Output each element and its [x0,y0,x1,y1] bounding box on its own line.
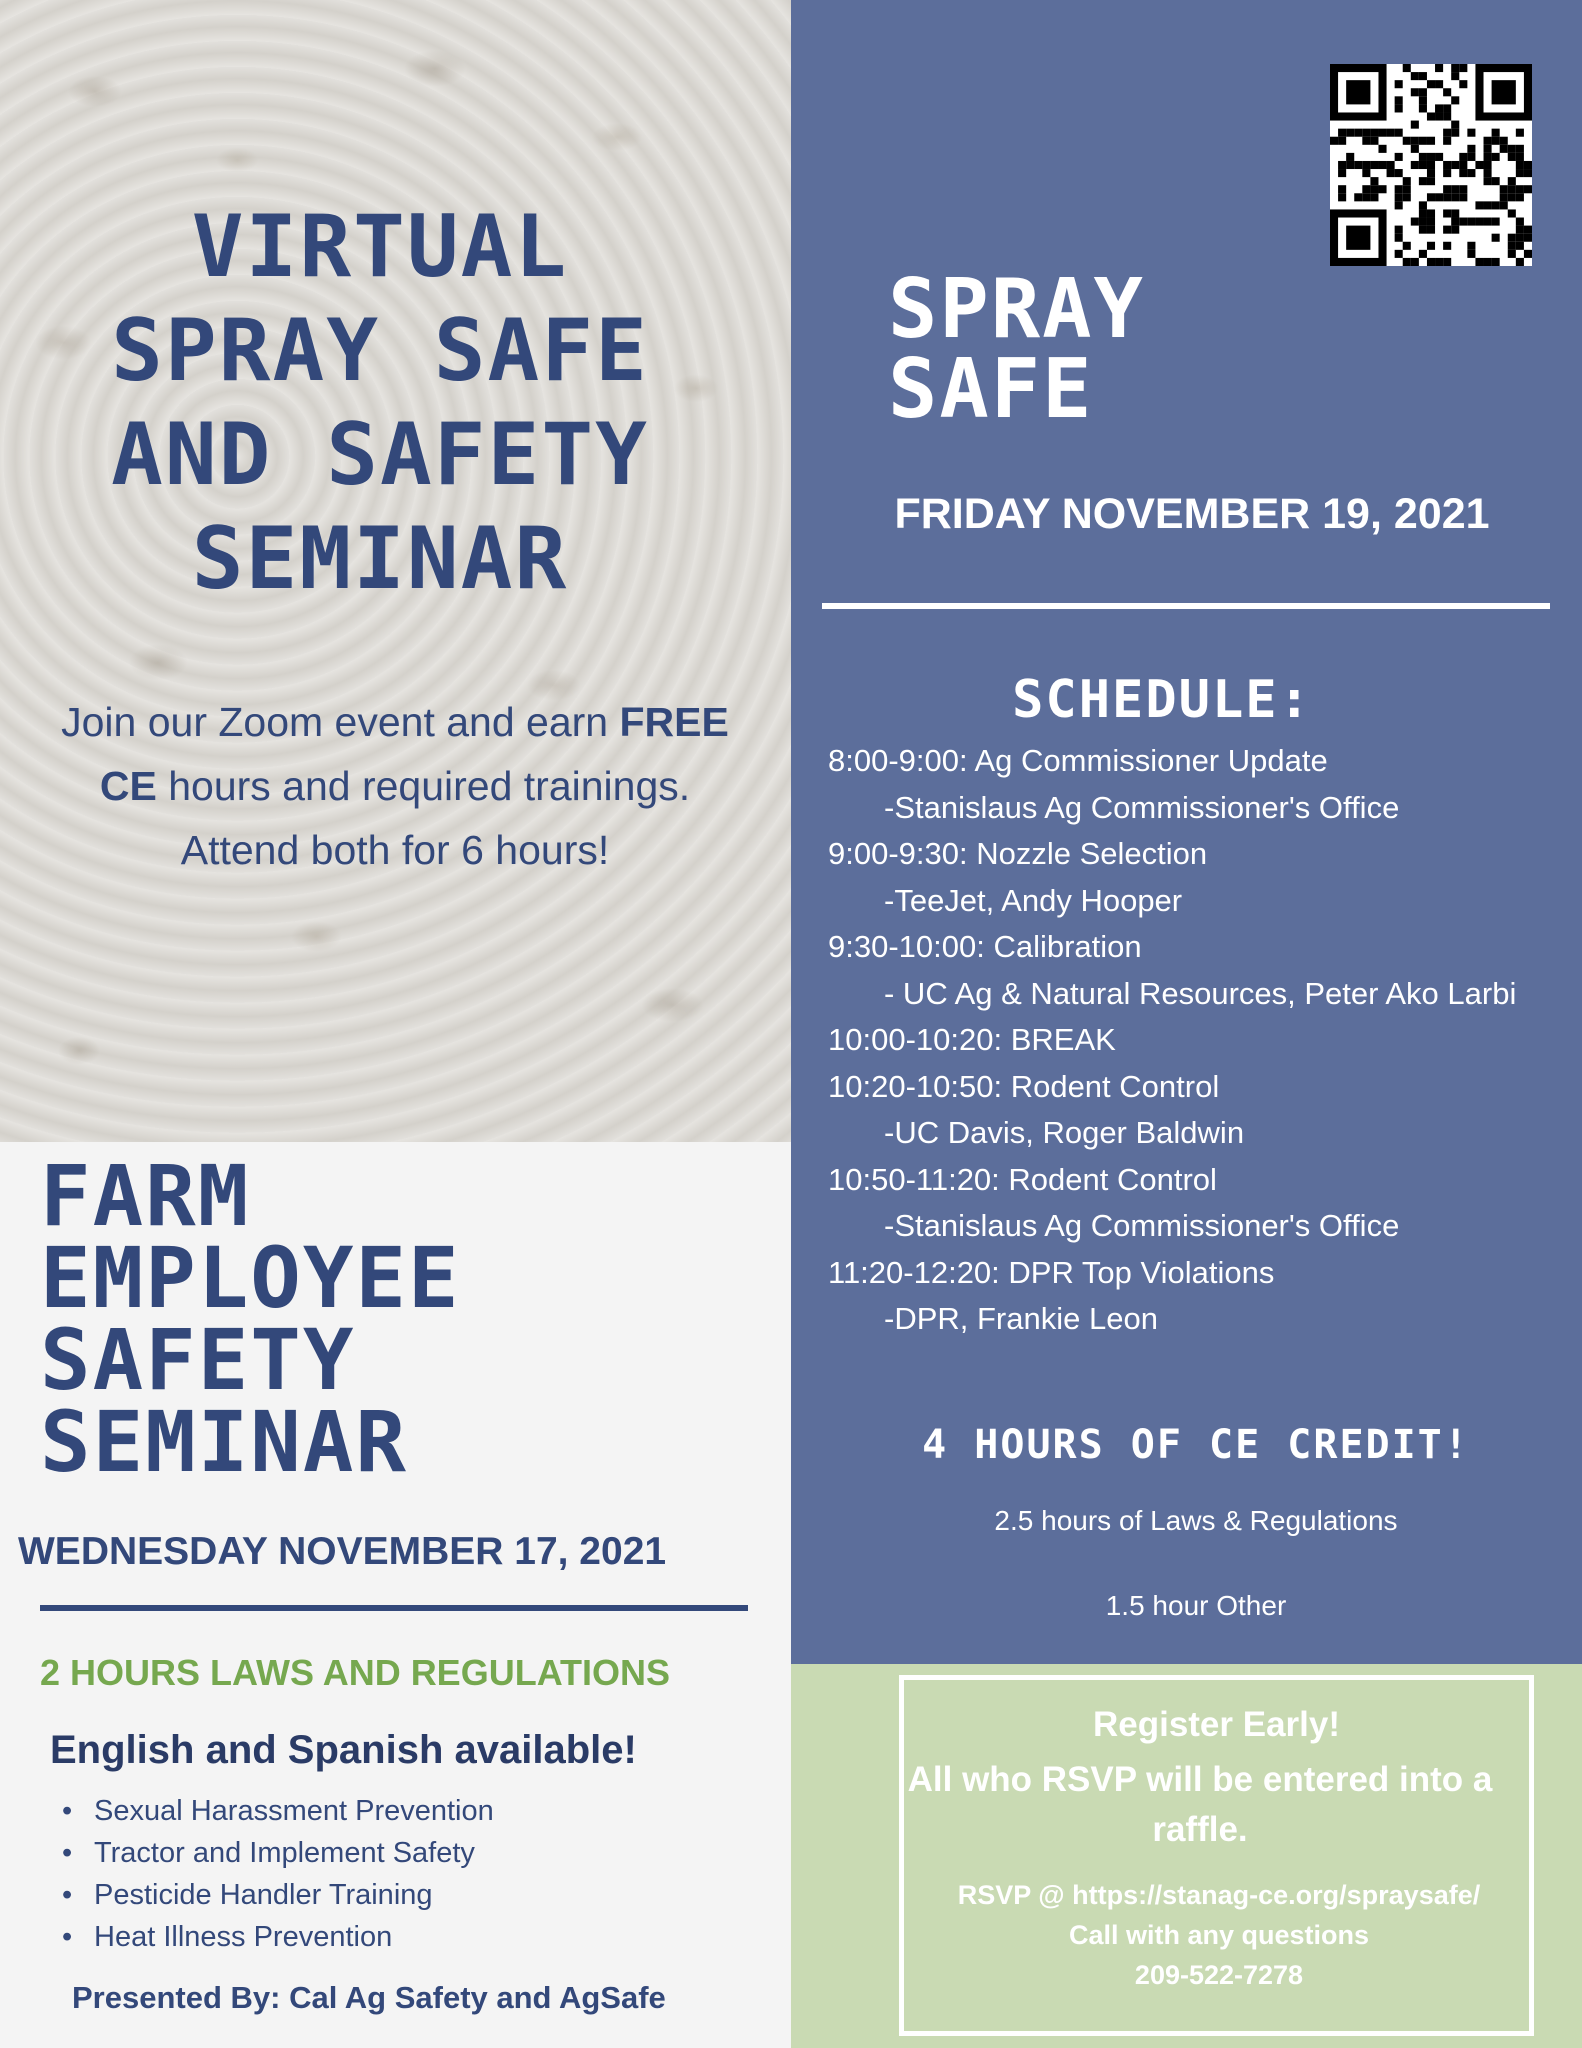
schedule-speaker: -Stanislaus Ag Commissioner's Office [884,789,1400,825]
qr-module [1419,226,1427,234]
qr-module [1427,218,1435,226]
qr-module [1508,185,1516,193]
qr-module [1419,161,1427,169]
rsvp-link[interactable]: RSVP @ https://stanag-ce.org/spraysafe/ [957,1880,1481,1910]
qr-module [1500,137,1508,145]
title-line: SEMINAR [40,1393,409,1491]
qr-module [1427,80,1435,88]
title-line: AND SAFETY [111,405,649,505]
qr-module [1443,88,1451,96]
topic-list [56,1790,494,1958]
qr-module [1500,185,1508,193]
rsvp-raffle-note: All who RSVP will be entered into a raffle. [907,1760,1493,1849]
qr-module [1516,218,1524,226]
schedule-heading: SCHEDULE: [1012,670,1312,730]
qr-module [1395,104,1403,112]
title-line: SPRAY [888,262,1145,357]
qr-module [1403,185,1411,193]
credit-laws: 2.5 hours of Laws & Regulations [994,1505,1398,1536]
qr-module [1370,161,1378,169]
qr-module [1443,185,1451,193]
qr-module [1451,193,1459,201]
qr-module [1419,104,1427,112]
intro-bold: FREE CE [99,699,729,809]
qr-module [1451,161,1459,169]
qr-module [1516,193,1524,201]
qr-module [1427,177,1435,185]
schedule-slot: 10:00-10:20: BREAK [828,1022,1116,1057]
bullet-icon: • [62,1837,73,1869]
qr-module [1395,193,1403,201]
qr-module [1451,72,1459,80]
qr-module [1443,112,1451,120]
list-item [56,1790,494,1832]
list-item [56,1916,494,1958]
qr-module [1403,193,1411,201]
farm-seminar-date: WEDNESDAY NOVEMBER 17, 2021 [18,1530,667,1573]
qr-module [1492,177,1500,185]
qr-module [1500,193,1508,201]
qr-module [1484,258,1492,266]
qr-module [1419,137,1427,145]
qr-module [1516,169,1524,177]
qr-module [1330,137,1338,145]
schedule-item [828,1157,1528,1250]
qr-module [1508,250,1516,258]
qr-module [1387,169,1395,177]
qr-module [1427,193,1435,201]
qr-module [1338,129,1346,137]
qr-module [1387,161,1395,169]
qr-module [1370,185,1378,193]
qr-module [1427,258,1435,266]
qr-module [1403,64,1411,72]
qr-module [1403,137,1411,145]
qr-module [1475,161,1483,169]
qr-module [1411,137,1419,145]
qr-module [1443,169,1451,177]
qr-module [1508,145,1516,153]
qr-module [1516,185,1524,193]
qr-module [1443,193,1451,201]
qr-module [1346,153,1354,161]
topic-label: Pesticide Handler Training [94,1879,433,1911]
presented-by: Presented By: Cal Ag Safety and AgSafe [72,1980,666,2015]
qr-module [1516,226,1524,234]
qr-module [1443,258,1451,266]
qr-module [1500,201,1508,209]
topic-label: Heat Illness Prevention [94,1921,393,1953]
qr-module [1443,209,1451,217]
qr-module [1427,242,1435,250]
qr-module [1524,250,1532,258]
title-line: SAFETY [40,1311,356,1409]
qr-module [1403,258,1411,266]
qr-module [1419,88,1427,96]
virtual-seminar-title [60,195,700,611]
qr-module [1492,137,1500,145]
qr-module [1484,169,1492,177]
qr-module [1459,161,1467,169]
schedule-speaker: -TeeJet, Andy Hooper [884,882,1183,918]
qr-module [1427,112,1435,120]
schedule-item [828,924,1528,1017]
qr-module [1346,80,1370,104]
qr-module [1508,234,1516,242]
qr-module [1419,218,1427,226]
qr-module [1435,80,1443,88]
qr-module [1484,137,1492,145]
qr-module [1484,177,1492,185]
qr-module [1338,185,1346,193]
schedule-speaker: -Stanislaus Ag Commissioner's Office [884,1208,1400,1243]
qr-module [1395,234,1403,242]
qr-module [1346,226,1370,250]
qr-module [1354,161,1362,169]
qr-module [1451,64,1459,72]
qr-module [1362,193,1370,201]
qr-module [1370,129,1378,137]
qr-module [1516,258,1524,266]
title-line: SEMINAR [191,509,569,609]
schedule-item [828,1017,1528,1064]
title-line: EMPLOYEE [40,1229,461,1327]
qr-module [1403,177,1411,185]
laws-label: 2 HOURS LAWS AND REGULATIONS [40,1652,671,1693]
qr-module [1419,250,1427,258]
qr-module [1475,201,1483,209]
qr-module [1451,185,1459,193]
qr-module [1492,129,1500,137]
topic-label: Tractor and Implement Safety [94,1837,475,1869]
qr-module [1459,153,1467,161]
qr-module [1362,169,1370,177]
qr-module [1500,145,1508,153]
qr-module [1435,104,1443,112]
language-note: English and Spanish available! [50,1728,637,1772]
qr-module [1427,153,1435,161]
title-line: FARM [40,1147,251,1245]
qr-module [1435,64,1443,72]
qr-module [1354,129,1362,137]
qr-module [1419,153,1427,161]
qr-module [1419,96,1427,104]
schedule-slot: 11:20-12:20: DPR Top Violations [828,1254,1275,1290]
qr-module [1524,161,1532,169]
qr-module [1395,80,1403,88]
qr-module [1362,137,1370,145]
intro-before: Join our Zoom event and earn [61,699,609,745]
topic-label: Sexual Harassment Prevention [94,1795,494,1827]
spray-safe-title [888,262,1145,437]
qr-module [1475,258,1483,266]
qr-module [1516,129,1524,137]
schedule-slot: 10:50-11:20: Rodent Control [828,1161,1217,1197]
qr-module [1524,234,1532,242]
qr-module [1419,72,1427,80]
qr-module [1524,226,1532,234]
schedule-item [828,1064,1528,1157]
schedule-list [828,738,1528,1343]
qr-module [1492,80,1516,104]
qr-module [1484,201,1492,209]
qr-module [1338,169,1346,177]
qr-module [1492,201,1500,209]
qr-module [1508,193,1516,201]
qr-module [1484,218,1492,226]
divider [40,1605,748,1611]
qr-module [1435,258,1443,266]
schedule-speaker: - UC Ag & Natural Resources, Peter Ako Larbi [884,975,1517,1011]
qr-module [1395,153,1403,161]
qr-module [1362,161,1370,169]
qr-module [1362,185,1370,193]
schedule-item [828,738,1528,831]
intro-after: hours and required trainings. Attend both for 6 hours! [168,763,691,873]
rsvp-call-note: Call with any questions [1068,1920,1370,1950]
qr-module [1395,169,1403,177]
bullet-icon: • [62,1879,73,1911]
qr-module [1427,169,1435,177]
qr-module [1484,145,1492,153]
qr-module [1338,161,1346,169]
qr-module [1492,258,1500,266]
qr-code-graphic [1330,64,1532,266]
qr-module [1411,258,1419,266]
qr-module [1443,226,1451,234]
bullet-icon: • [62,1795,73,1827]
qr-module [1395,129,1403,137]
qr-module [1378,129,1386,137]
qr-module [1467,242,1475,250]
qr-module [1459,64,1467,72]
qr-module [1435,193,1443,201]
qr-module [1467,153,1475,161]
qr-module [1411,161,1419,169]
qr-module [1484,161,1492,169]
qr-module [1467,218,1475,226]
qr-module [1387,129,1395,137]
qr-module [1516,161,1524,169]
qr-module [1467,250,1475,258]
qr-module [1370,193,1378,201]
qr-module [1395,226,1403,234]
qr-module [1524,185,1532,193]
schedule-slot: 10:20-10:50: Rodent Control [828,1068,1220,1104]
qr-module [1378,161,1386,169]
qr-module [1484,153,1492,161]
spray-safe-date: FRIDAY NOVEMBER 19, 2021 [894,490,1490,538]
credit-other: 1.5 hour Other [1105,1590,1287,1621]
list-item [56,1874,494,1916]
qr-module [1451,96,1459,104]
schedule-item [828,831,1528,924]
schedule-speaker: -DPR, Frankie Leon [884,1301,1158,1336]
qr-module [1435,153,1443,161]
schedule-slot: 9:30-10:00: Calibration [828,929,1142,964]
qr-module [1419,209,1427,217]
qr-module [1508,177,1516,185]
qr-module [1459,80,1467,88]
qr-module [1395,185,1403,193]
qr-module [1370,137,1378,145]
qr-module [1451,209,1459,217]
divider [822,603,1550,609]
qr-module [1411,145,1419,153]
qr-module [1443,161,1451,169]
farm-seminar-title [40,1147,461,1491]
qr-module [1492,234,1500,242]
schedule-slot: 8:00-9:00: Ag Commissioner Update [828,743,1328,778]
rsvp-heading: Register Early! [1092,1705,1341,1744]
bullet-icon: • [62,1921,73,1953]
qr-module [1419,177,1427,185]
title-line: SAFE [888,342,1094,437]
qr-module [1427,226,1435,234]
title-line: SPRAY SAFE [111,301,649,401]
qr-module [1451,226,1459,234]
title-line: VIRTUAL [191,197,569,297]
qr-module [1467,129,1475,137]
schedule-slot: 9:00-9:30: Nozzle Selection [828,836,1208,871]
qr-module [1459,169,1467,177]
qr-code-icon[interactable] [1330,64,1532,266]
qr-module [1411,218,1419,226]
qr-module [1508,242,1516,250]
qr-module [1370,177,1378,185]
qr-module [1492,153,1500,161]
qr-module [1459,193,1467,201]
qr-module [1354,193,1362,201]
qr-module [1411,72,1419,80]
qr-module [1524,169,1532,177]
qr-module [1451,218,1459,226]
qr-module [1395,201,1403,209]
qr-module [1467,145,1475,153]
qr-module [1467,169,1475,177]
qr-module [1435,112,1443,120]
qr-module [1338,193,1346,201]
qr-module [1475,218,1483,226]
rsvp-phone[interactable]: 209-522-7278 [1134,1960,1304,1990]
schedule-speaker: -UC Davis, Roger Baldwin [884,1115,1245,1150]
qr-module [1516,153,1524,161]
qr-module [1395,250,1403,258]
intro-text [60,690,730,882]
qr-module [1419,201,1427,209]
qr-module [1338,137,1346,145]
qr-module [1411,88,1419,96]
qr-module [1427,209,1435,217]
qr-module [1378,185,1386,193]
qr-module [1451,121,1459,129]
ce-credit-heading: 4 HOURS OF CE CREDIT! [922,1422,1470,1468]
qr-module [1411,121,1419,129]
qr-module [1516,234,1524,242]
list-item [56,1832,494,1874]
qr-module [1516,145,1524,153]
qr-module [1395,96,1403,104]
qr-module [1378,145,1386,153]
qr-module [1443,242,1451,250]
qr-module [1508,153,1516,161]
qr-module [1427,137,1435,145]
schedule-item [828,1250,1528,1343]
qr-module [1492,218,1500,226]
qr-module [1346,161,1354,169]
qr-module [1443,129,1451,137]
qr-module [1459,218,1467,226]
qr-module [1403,242,1411,250]
qr-module [1451,129,1459,137]
qr-module [1427,161,1435,169]
qr-module [1443,104,1451,112]
qr-module [1516,242,1524,250]
qr-module [1459,185,1467,193]
qr-module [1362,129,1370,137]
qr-module [1346,129,1354,137]
qr-module [1508,209,1516,217]
qr-module [1443,137,1451,145]
